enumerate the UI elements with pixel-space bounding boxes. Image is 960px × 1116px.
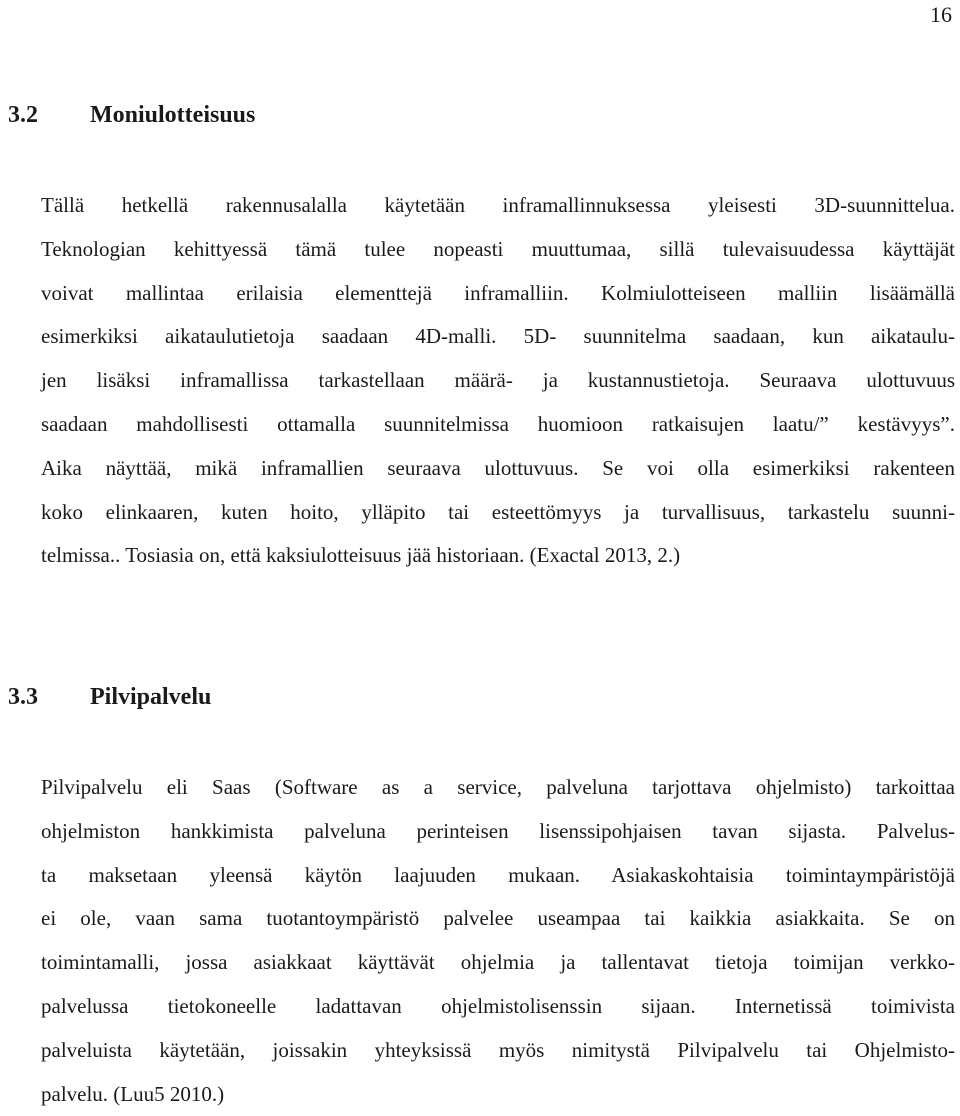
text-line: palvelussa tietokoneelle ladattavan ohjelmistolisenssin sijaan. Internetissä toimivista: [41, 993, 955, 1018]
section-number: 3.3: [8, 684, 38, 710]
text-line: toimintamalli, jossa asiakkaat käyttävät ohjelmia ja tallentavat tietoja toimijan verkko-: [41, 950, 955, 975]
section-title: Moniulotteisuus: [90, 102, 256, 128]
text-line: Tällä hetkellä rakennusalalla käytetään inframallinnuksessa yleisesti 3D-suunnittelua.: [41, 193, 955, 217]
text-line: Teknologian kehittyessä tämä tulee nopeasti muuttumaa, sillä tulevaisuudessa käyttäjät: [41, 236, 955, 261]
text-line: palveluista käytetään, joissakin yhteyksissä myös nimitystä Pilvipalvelu tai Ohjelmisto-: [41, 1037, 955, 1062]
paragraph-pilvipalvelu: [41, 766, 955, 1116]
text-line: ohjelmiston hankkimista palveluna perinteisen lisenssipohjaisen tavan sijasta. Palvelus-: [41, 818, 955, 843]
text-line: Pilvipalvelu eli Saas (Software as a service, palveluna tarjottava ohjelmisto) tarkoittaa: [41, 775, 955, 799]
text-line: ei ole, vaan sama tuotantoympäristö palvelee useampaa tai kaikkia asiakkaita. Se on: [41, 906, 955, 931]
paragraph-moniulotteisuus: [41, 184, 955, 578]
text-line: saadaan mahdollisesti ottamalla suunnitelmissa huomioon ratkaisujen laatu/” kestävyys”.: [41, 411, 955, 436]
text-line: telmissa.. Tosiasia on, että kaksiulotteisuus jää historiaan. (Exactal 2013, 2.): [41, 543, 681, 568]
text-line: esimerkiksi aikataulutietoja saadaan 4D-malli. 5D- suunnitelma saadaan, kun aikataulu-: [41, 324, 955, 349]
text-line: jen lisäksi inframallissa tarkastellaan määrä- ja kustannustietoja. Seuraava ulottuvuus: [41, 368, 955, 393]
section-title: Pilvipalvelu: [90, 684, 212, 710]
text-line: voivat mallintaa erilaisia elementtejä inframalliin. Kolmiulotteiseen malliin lisäämällä: [41, 280, 955, 305]
text-line: palvelu. (Luu5 2010.): [41, 1081, 225, 1106]
text-line: ta maksetaan yleensä käytön laajuuden mukaan. Asiakaskohtaisia toimintaympäristöjä: [41, 862, 955, 887]
section-number: 3.2: [8, 102, 38, 128]
text-line: koko elinkaaren, kuten hoito, ylläpito tai esteettömyys ja turvallisuus, tarkastelu suunni-: [41, 499, 955, 524]
text-line: Aika näyttää, mikä inframallien seuraava ulottuvuus. Se voi olla esimerkiksi rakenteen: [41, 455, 955, 480]
page-number: 16: [930, 2, 952, 27]
